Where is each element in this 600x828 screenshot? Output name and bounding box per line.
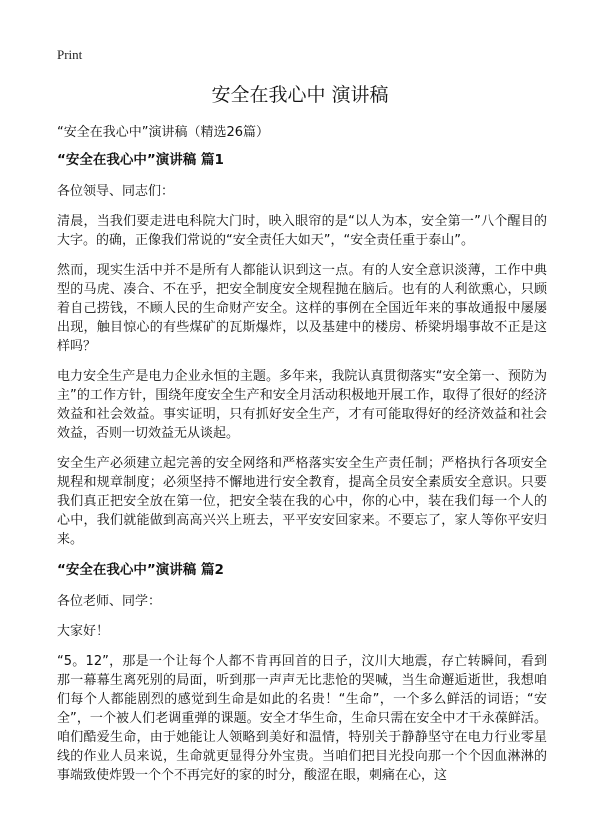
paragraph: 大家好！ [57, 624, 110, 639]
speech-section [57, 150, 547, 549]
page-title: 安全在我心中 演讲稿 [211, 84, 389, 106]
speech-section [57, 560, 547, 785]
print-link[interactable]: Print [57, 47, 83, 62]
paragraph: 清晨，当我们要走进电科院大门时，映入眼帘的是“以人为本，安全第一”八个醒目的大字。的确，正像我们常说的“安全责任大如天”，“安全责任重于泰山”。 [57, 214, 547, 248]
paragraph: 然而，现实生活中并不是所有人都能认识到这一点。有的人安全意识淡薄，工作中典型的马虎、凑合、不在乎，把安全制度安全规程抛在脑后。也有的人利欲熏心，只顾着自己捞钱，不顾人民的生命财产安全。这样的事例在全国近年来的事故通报中屡屡出现，触目惊心的有些煤矿的瓦斯爆炸，以及基建中的楼房、桥梁坍塌事故不正是这样吗？ [57, 263, 547, 354]
paragraph: 各位领导、同志们： [57, 184, 175, 199]
paragraph: 各位老师、同学： [57, 594, 162, 609]
paragraph: 安全生产必须建立起完善的安全网络和严格落实安全生产责任制；严格执行各项安全规程和规章制度；必须坚持不懈地进行安全教育，提高全员安全素质安全意识。只要我们真正把安全放在第一位，把安全装在我的心中，你的心中，装在我们每一个人的心中，我们就能做到高高兴兴上班去，平平安安回家来。不要忘了，家人等你平安归来。 [57, 456, 547, 547]
section-heading: “安全在我心中”演讲稿 篇1 [57, 152, 224, 168]
paragraph: 电力安全生产是电力企业永恒的主题。多年来，我院认真贯彻落实“安全第一、预防为主”的工作方针，围绕年度安全生产和安全月活动积极地开展工作，取得了很好的经济效益和社会效益。事实证明，只有抓好安全生产，才有可能取得好的经济效益和社会效益，否则一切效益无从谈起。 [57, 369, 547, 441]
document-subtitle: “安全在我心中”演讲稿（精选26篇） [57, 125, 270, 140]
section-heading: “安全在我心中”演讲稿 篇2 [57, 562, 224, 578]
document-body [57, 150, 547, 796]
paragraph: “5。12”，那是一个让每个人都不肯再回首的日子，汶川大地震，存亡转瞬间，看到那一幕幕生离死别的局面，听到那一声声无比悲怆的哭喊，当生命邂逅逝世，我想咱们每个人都能剧烈的感觉到生命是如此的名贵！“生命”，一个多么鲜活的词语；“安全”，一个被人们老调重弹的课题。安全才华生命，生命只需在安全中才干永葆鲜活。咱们酷爱生命，由于她能让人领略到美好和温情，特别关于静静坚守在电力行业零星线的作业人员来说，生命就更显得分外宝贵。当咱们把目光投向那一个个因血淋淋的事端致使炸毁一个个不再完好的家的时分，酸涩在眼，刺痛在心，这 [57, 654, 547, 783]
